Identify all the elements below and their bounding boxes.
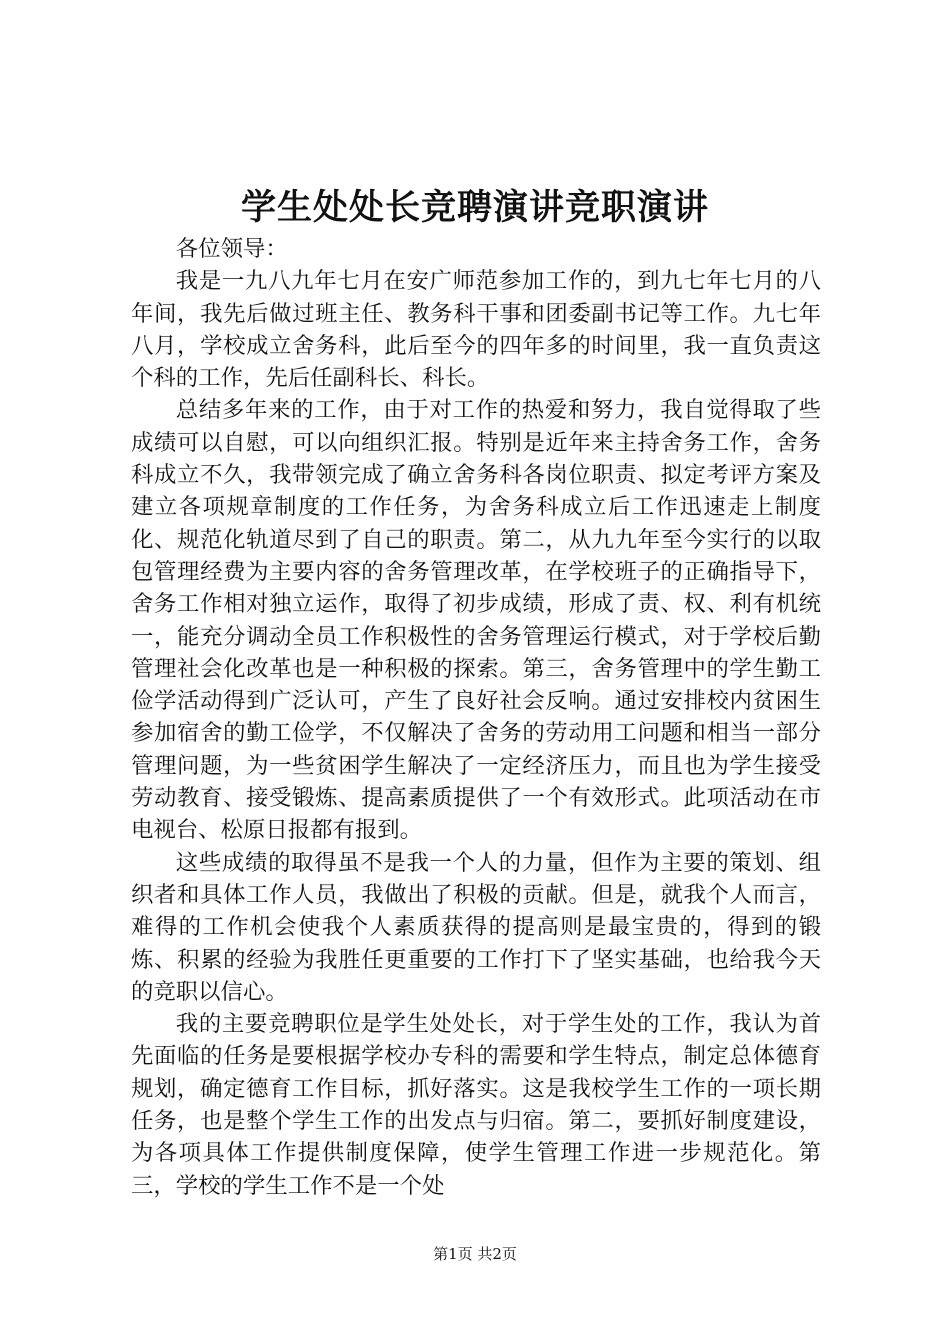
body-paragraph: 我是一九八九年七月在安广师范参加工作的，到九七年七月的八年间，我先后做过班主任、教务科干事和团委副书记等工作。九七年八月，学校成立舍务科，此后至今的四年多的时间里，我一直负责这个科的工作，先后任副科长、科长。: [131, 268, 821, 392]
body-paragraph: 这些成绩的取得虽不是我一个人的力量，但作为主要的策划、组织者和具体工作人员，我做出了积极的贡献。但是，就我个人而言，难得的工作机会使我个人素质获得的提高则是最宝贵的，得到的锻炼、积累的经验为我胜任更重要的工作打下了坚实基础，也给我今天的竞职以信心。: [131, 849, 821, 1005]
document-title: 学生处处长竞聘演讲竞职演讲: [240, 187, 709, 228]
salutation-paragraph: 各位领导：: [175, 236, 288, 262]
body-paragraph: 总结多年来的工作，由于对工作的热爱和努力，我自觉得取了些成绩可以自慰，可以向组织汇报。特别是近年来主持舍务工作，舍务科成立不久，我带领完成了确立舍务科各岗位职责、拟定考评方案及建立各项规章制度的工作任务，为舍务科成立后工作迅速走上制度化、规范化轨道尽到了自己的职责。第二，从九九年至今实行的以取包管理经费为主要内容的舍务管理改革，在学校班子的正确指导下，舍务工作相对独立运作，取得了初步成绩，形成了责、权、利有机统一，能充分调动全员工作积极性的舍务管理运行模式，对于学校后勤管理社会化改革也是一种积极的探索。第三，舍务管理中的学生勤工俭学活动得到广泛认可，产生了良好社会反响。通过安排校内贫困生参加宿舍的勤工俭学，不仅解决了舍务的劳动用工问题和相当一部分管理问题，为一些贫困学生解决了一定经济压力，而且也为学生接受劳动教育、接受锻炼、提高素质提供了一个有效形式。此项活动在市电视台、松原日报都有报到。: [131, 397, 821, 844]
body-paragraph: 我的主要竞聘职位是学生处处长，对于学生处的工作，我认为首先面临的任务是要根据学校办专科的需要和学生特点，制定总体德育规划，确定德育工作目标，抓好落实。这是我校学生工作的一项长期任务，也是整个学生工作的出发点与归宿。第二，要抓好制度建设，为各项具体工作提供制度保障，使学生管理工作进一步规范化。第三，学校的学生工作不是一个处: [131, 1011, 821, 1199]
document-body: [131, 233, 821, 1202]
page-number-footer: 第1页 共2页: [433, 1245, 517, 1263]
